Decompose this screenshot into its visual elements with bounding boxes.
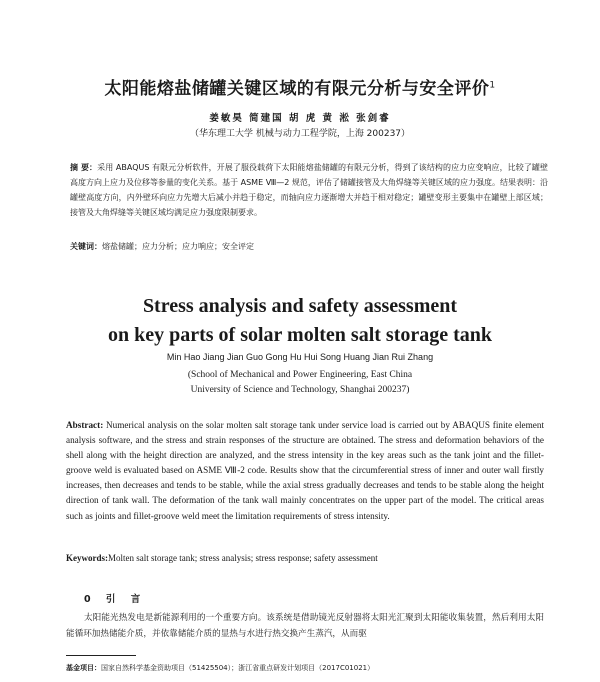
english-affiliation-line-1: (School of Mechanical and Power Engineering, East China bbox=[187, 370, 413, 380]
chinese-abstract-label: 摘 要： bbox=[70, 163, 98, 172]
chinese-keywords-text: 熔盐储罐；应力分析；应力响应；安全评定 bbox=[102, 242, 254, 251]
english-keywords-label: Keywords: bbox=[66, 553, 108, 563]
english-keywords-text: Molten salt storage tank; stress analysis; stress response; safety assessment bbox=[108, 553, 378, 563]
section-heading-introduction: 0 引 言 bbox=[84, 594, 147, 605]
funding-footnote bbox=[66, 663, 566, 673]
english-title-line-1: Stress analysis and safety assessment bbox=[142, 295, 458, 317]
english-title-line-2: on key parts of solar molten salt storage tank bbox=[107, 324, 493, 346]
english-title bbox=[20, 292, 580, 350]
english-abstract bbox=[66, 418, 544, 524]
english-keywords bbox=[66, 553, 544, 563]
chinese-authors: 姜敏昊 简建国 胡 虎 黄 淞 张剑睿 bbox=[209, 113, 391, 124]
chinese-abstract bbox=[70, 160, 548, 220]
chinese-keywords bbox=[70, 240, 548, 254]
title-footnote-mark: 1 bbox=[489, 80, 496, 91]
english-affiliation bbox=[20, 368, 580, 398]
english-affiliation-line-2: University of Science and Technology, Shanghai 200237) bbox=[190, 385, 410, 395]
chinese-affiliation: （华东理工大学 机械与动力工程学院，上海 200237） bbox=[189, 129, 411, 139]
chinese-abstract-text: 采用 ABAQUS 有限元分析软件，开展了服役载荷下太阳能熔盐储罐的有限元分析，得到了该结构的应力应变响应，比较了罐壁高度方向上应力及位移等参量的变化关系。基于 ASME Ⅷ—2 规范，评估了储罐接管及大角焊缝等关键区域的应力强度。结果表明：沿罐壁高度方向，内外壁环向应力先增大后减小并趋于稳定，而轴向应力逐渐增大并趋于相对稳定；罐壁变形主要集中在罐壁上部区域；接管及大角焊缝等关键区域均满足应力强度限制要求。 bbox=[70, 163, 548, 217]
chinese-title bbox=[40, 74, 560, 99]
english-authors: Min Hao Jiang Jian Guo Gong Hu Hui Song Huang Jian Rui Zhang bbox=[166, 352, 434, 362]
english-abstract-label: Abstract: bbox=[66, 420, 104, 430]
english-abstract-text: Numerical analysis on the solar molten salt storage tank under service load is carried out by ABAQUS finite element analysis software, and the stress and strain responses of the structure are obtained. The stress and deformation behaviors of the shell along with the height direction are analyzed, and the stress intensity in the key areas such as the tank joint and the fillet-groove weld is evaluated based on ASME Ⅷ-2 code. Results show that the circumferential stress of inner and outer wall firstly increases, then decreases and tends to be stable, while the axial stress gradually decreases and tends to be stable along the height direction of tank wall. The deformation of the tank wall mainly concentrates on the upper part of the model. The critical areas such as joints and fillet-groove weld meet the limitation requirements of stress intensity. bbox=[66, 420, 545, 521]
footnote-label: 基金项目： bbox=[66, 664, 101, 672]
introduction-paragraph: 太阳能光热发电是新能源利用的一个重要方向。该系统是借助镜光反射器将太阳光汇聚到太阳能收集装置，然后利用太阳能循环加热储能介质，并依靠储能介质的显热与水进行热交换产生蒸汽，从而驱 bbox=[66, 613, 544, 639]
footnote-divider bbox=[66, 655, 136, 656]
chinese-keywords-label: 关键词： bbox=[70, 242, 102, 251]
chinese-title-text: 太阳能熔盐储罐关键区域的有限元分析与安全评价 bbox=[104, 79, 490, 99]
footnote-text: 国家自然科学基金资助项目（51425504）；浙江省重点研发计划项目（2017C01021） bbox=[101, 664, 375, 672]
